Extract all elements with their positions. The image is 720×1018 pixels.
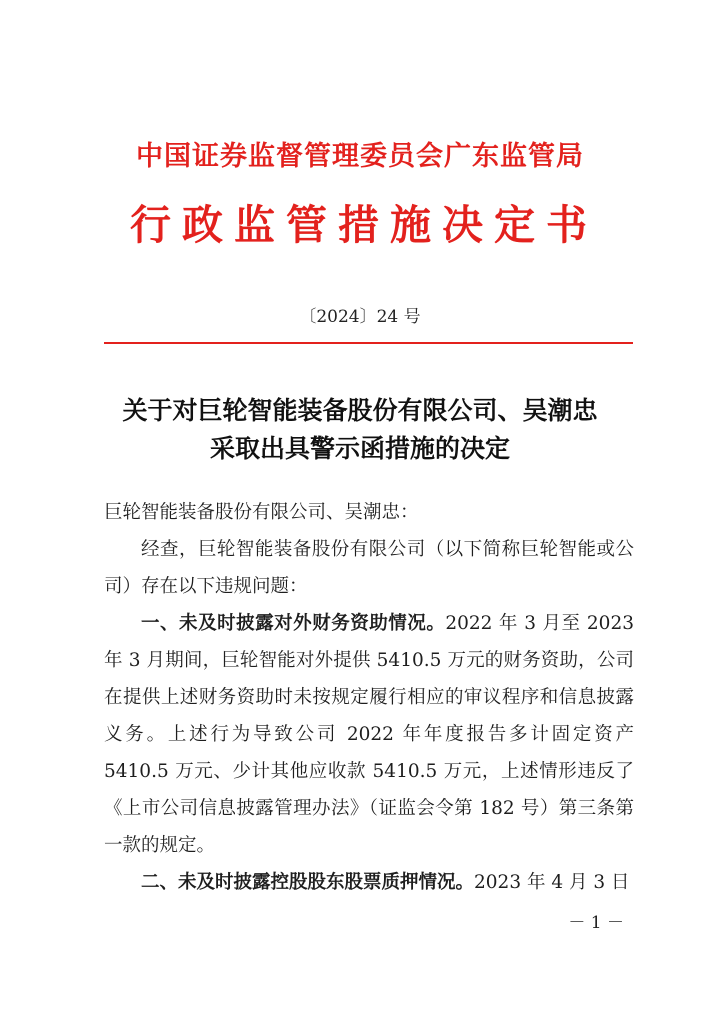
decision-title xyxy=(0,392,720,468)
issue-2-heading: 二、未及时披露控股股东股票质押情况。 xyxy=(141,872,475,893)
intro-paragraph: 经查，巨轮智能装备股份有限公司（以下简称巨轮智能或公司）存在以下违规问题： xyxy=(104,539,634,597)
issue-1-text: 2022 年 3 月至 2023 年 3 月期间，巨轮智能对外提供 5410.5 万元的财务资助，公司在提供上述财务资助时未按规定履行相应的审议程序和信息披露义务。上述行为导致公司 2022 年年度报告多计固定资产 5410.5 万元、少计其他应收款 5410.5 万元，上述情形违反了《上市公司信息披露管理办法》（证监会令第 182 号）第三条第一款的规定。 xyxy=(104,613,634,856)
issuing-agency: 中国证券监督管理委员会广东监管局 xyxy=(136,141,584,172)
issue-2-paragraph xyxy=(104,864,634,901)
document-type: 行政监管措施决定书 xyxy=(130,201,598,249)
issue-1-heading: 一、未及时披露对外财务资助情况。 xyxy=(141,613,446,634)
title-line-2: 采取出具警示函措施的决定 xyxy=(209,434,510,463)
red-divider-line xyxy=(104,342,633,344)
document-body xyxy=(104,494,634,901)
issue-2-text: 2023 年 4 月 3 日 xyxy=(474,872,630,893)
page-number: － 1 － xyxy=(568,913,624,933)
salutation: 巨轮智能装备股份有限公司、吴潮忠： xyxy=(104,502,419,523)
title-line-1: 关于对巨轮智能装备股份有限公司、吴潮忠 xyxy=(122,396,598,425)
issue-1-paragraph xyxy=(104,605,634,864)
document-number: 〔2024〕24 号 xyxy=(299,307,421,327)
